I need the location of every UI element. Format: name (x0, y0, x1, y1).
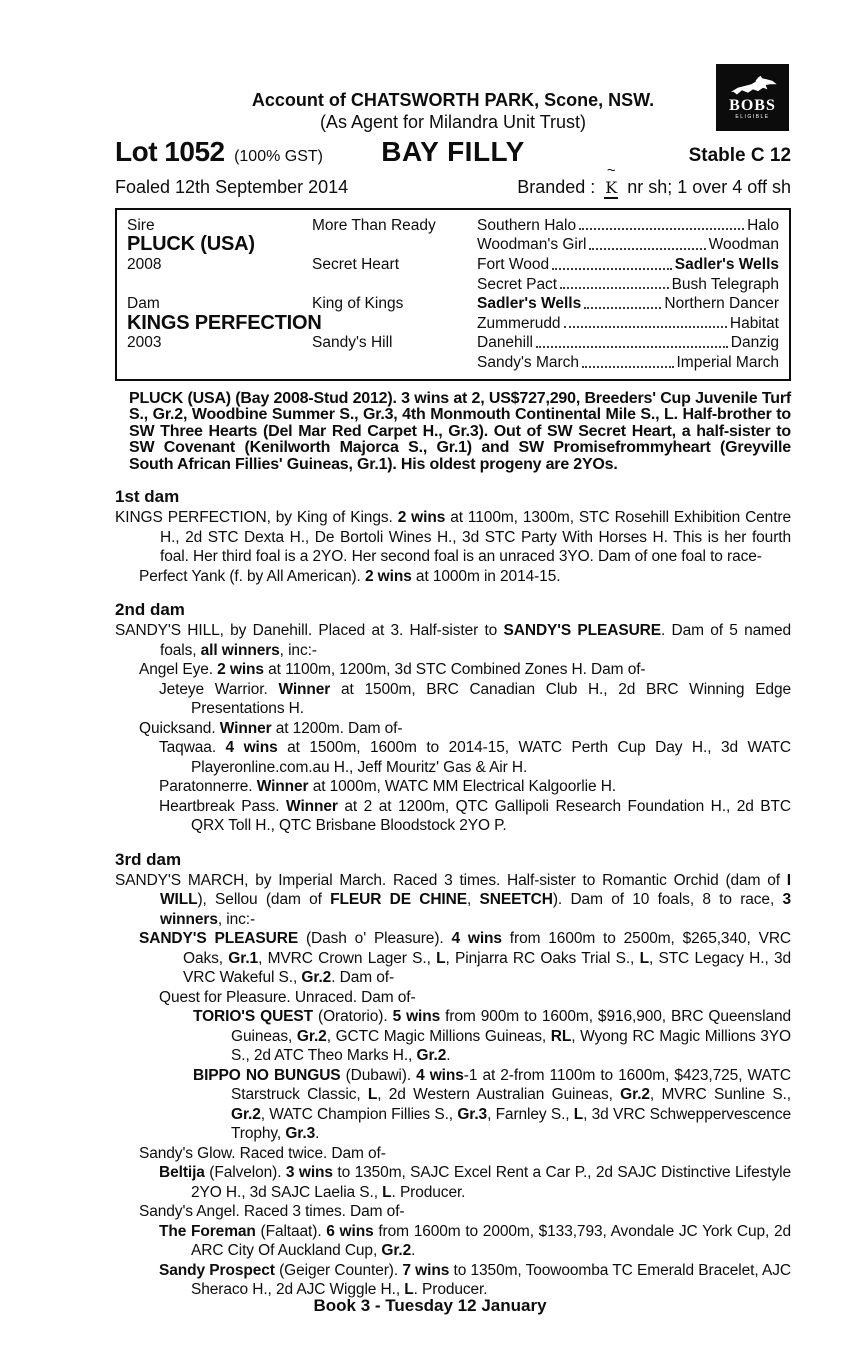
ancestor-row: Fort Wood Sadler's Wells (477, 255, 779, 273)
dot-leader (584, 307, 661, 309)
logo-subtext: ELIGIBLE (735, 114, 770, 120)
pedigree-entry: The Foreman (Faltaat). 6 wins from 1600m to 2000m, $133,793, Avondale JC York Cup, 2d ARC City Of Auckland Cup, Gr.2. (159, 1222, 792, 1260)
brand-tilde-mark: ~ (606, 162, 616, 179)
pedigree-entry: Paratonnerre. Winner at 1000m, WATC MM Electrical Kalgoorlie H. (159, 778, 616, 796)
ancestor-row: Southern Halo Halo (477, 216, 779, 234)
pedigree-entry: Angel Eye. 2 wins at 1100m, 1200m, 3d STC Combined Zones H. Dam of- (139, 661, 646, 679)
footer-line: Book 3 - Tuesday 12 January (313, 1296, 547, 1315)
pedigree-entry: KINGS PERFECTION, by King of Kings. 2 wins at 1100m, 1300m, STC Rosehill Exhibition Centre H., 2d STC Dexta H., De Bortoli Wines H., 3d STC Party With Horses H. This is her fourth foal. Her third foal is a 2YO. Her second foal is an unraced 3YO. Dam of one foal to race- (115, 509, 791, 566)
pedigree-entry: Quest for Pleasure. Unraced. Dam of- (159, 988, 416, 1006)
pedigree-table (115, 208, 791, 381)
dot-leader (589, 248, 705, 250)
pedigree-entry: Beltija (Falvelon). 3 wins to 1350m, SAJC Excel Rent a Car P., 2d SAJC Distinctive Lifestyle 2YO H., 3d SAJC Laelia S., L. Producer. (159, 1164, 791, 1201)
sire-dam: Secret Heart (312, 255, 400, 273)
pedigree-entry: BIPPO NO BUNGUS (Dubawi). 4 wins-1 at 2-from 1100m to 1600m, $423,725, WATC Starstruck Classic, L, 2d Western Australian Guineas, Gr.2, MVRC Sunline S., Gr.2, WATC Champion Fillies S., Gr.3, Farnley S., L, 3d VRC Schweppervescence Trophy, Gr.3. (193, 1066, 791, 1143)
pedigree-entry: SANDY'S HILL, by Danehill. Placed at 3. Half-sister to SANDY'S PLEASURE. Dam of 5 named foals, all winners, inc:- (115, 622, 792, 659)
dot-leader (536, 346, 728, 348)
foal-row (115, 162, 791, 199)
sire-label: Sire (127, 216, 155, 234)
dam-year: 2003 (127, 334, 162, 352)
dam-sections (115, 487, 791, 1300)
dam-dam: Sandy's Hill (312, 334, 393, 352)
pedigree-entry: Quicksand. Winner at 1200m. Dam of- (139, 719, 403, 737)
pedigree-entry: Jeteye Warrior. Winner at 1500m, BRC Canadian Club H., 2d BRC Winning Edge Presentations H. (159, 680, 791, 718)
pedigree-entry: Sandy Prospect (Geiger Counter). 7 wins to 1350m, Toowoomba TC Emerald Bracelet, AJC Sheraco H., 2d AJC Wiggle H., L. Producer. (159, 1261, 791, 1299)
gst-label: (100% GST) (234, 148, 323, 165)
ancestor-row: Danehill Danzig (477, 334, 779, 352)
dot-leader (579, 228, 744, 230)
stable-location: Stable C 12 (688, 145, 792, 166)
dam-section-heading: 3rd dam (115, 849, 182, 869)
lot-number (115, 136, 381, 168)
agent-line: (As Agent for Milandra Unit Trust) (319, 112, 587, 132)
brand-symbol (604, 162, 618, 199)
ancestor-row: Sandy's March Imperial March (477, 353, 779, 371)
pedigree-entry: Perfect Yank (f. by All American). 2 wins at 1000m in 2014-15. (139, 567, 561, 585)
branded-info (517, 162, 791, 199)
ancestor-row: Woodman's Girl Woodman (477, 236, 779, 254)
pedigree-entry: SANDY'S PLEASURE (Dash o' Pleasure). 4 wins from 1600m to 2500m, $265,340, VRC Oaks, Gr.1, MVRC Crown Lager S., L, Pinjarra RC Oaks Trial S., L, STC Legacy H., 3d VRC Wakeful S., Gr.2. Dam of- (139, 930, 791, 987)
pedigree-entry: SANDY'S MARCH, by Imperial March. Raced 3 times. Half-sister to Romantic Orchid (dam of I WILL), Sellou (dam of FLEUR DE CHINE, SNEETCH). Dam of 10 foals, 8 to race, 3 winners, inc:- (115, 871, 791, 928)
branded-prefix: Branded : (517, 177, 596, 197)
ancestor-rows (477, 216, 779, 373)
foaled-date: Foaled 12th September 2014 (115, 177, 349, 197)
dam-sire: King of Kings (312, 295, 404, 313)
dot-leader (560, 287, 668, 289)
sire-sire: More Than Ready (312, 216, 436, 234)
pedigree-entry: Sandy's Glow. Raced twice. Dam of- (139, 1144, 386, 1162)
dot-leader (564, 326, 727, 328)
pedigree-entry: Heartbreak Pass. Winner at 2 at 1200m, QTC Gallipoli Research Foundation H., 2d BTC QRX Toll H., QTC Brisbane Bloodstock 2YO P. (159, 797, 791, 835)
page-content (115, 0, 791, 1300)
pedigree-entry: Sandy's Angel. Raced 3 times. Dam of- (139, 1203, 405, 1221)
brand-letter: K (605, 178, 618, 197)
lot-row (115, 136, 791, 168)
horse-description: BAY FILLY (381, 136, 525, 167)
logo-wordmark: BOBS (729, 97, 776, 114)
dam-name: KINGS PERFECTION (127, 311, 322, 334)
branded-suffix: nr sh; 1 over 4 off sh (627, 177, 791, 197)
lot-label: Lot 1052 (115, 136, 225, 167)
sire-year: 2008 (127, 255, 162, 273)
ancestor-row: Sadler's Wells Northern Dancer (477, 295, 779, 313)
sire-summary: PLUCK (USA) (Bay 2008-Stud 2012). 3 wins at 2, US$727,290, Breeders' Cup Juvenile Turf S., Gr.2, Woodbine Summer S., Gr.3, 4th Monmouth Continental Mile S., L. Half-brother to SW Three Hearts (Del Mar Red Carpet H., Gr.3). Out of SW Secret Heart, a half-sister to SW Covenant (Kenilworth Majorca S., Gr.1) and SW Promisefrommyheart (Greyville South African Fillies' Guineas, Gr.1). His oldest progeny are 2YOs. (129, 389, 791, 473)
ancestor-row: Zummerudd Habitat (477, 314, 779, 332)
dam-section-heading: 1st dam (115, 487, 180, 507)
pedigree-entry: Taqwaa. 4 wins at 1500m, 1600m to 2014-15, WATC Perth Cup Day H., 3d WATC Playeronline.com.au H., Jeff Mouritz' Gas & Air H. (159, 739, 791, 776)
dam-label: Dam (127, 295, 160, 313)
sire-name: PLUCK (USA) (127, 233, 255, 256)
dam-section-heading: 2nd dam (115, 600, 185, 620)
dot-leader (582, 366, 673, 368)
account-line: Account of CHATSWORTH PARK, Scone, NSW. (251, 90, 655, 110)
ancestor-row: Secret Pact Bush Telegraph (477, 275, 779, 293)
pedigree-entry: TORIO'S QUEST (Oratorio). 5 wins from 900m to 1600m, $916,900, BRC Queensland Guineas, Gr.2, GCTC Magic Millions Guineas, RL, Wyong RC Magic Millions 3YO S., 2d ATC Theo Marks H., Gr.2. (193, 1008, 792, 1065)
dot-leader (552, 268, 672, 270)
